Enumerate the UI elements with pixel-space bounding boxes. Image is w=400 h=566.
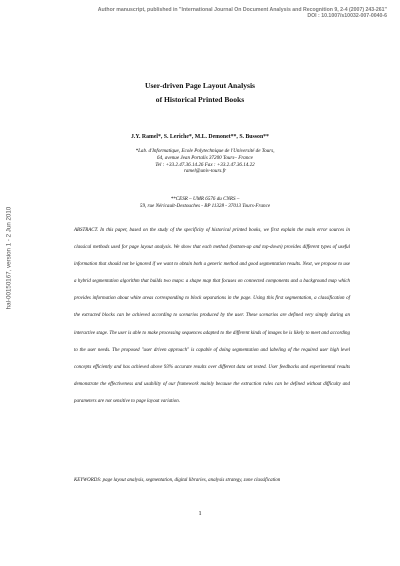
affiliation-phone-fax: Tel : +33.2.47.36.14.26 Fax : +33.2.47.36.14.22 bbox=[155, 161, 255, 168]
affiliation-secondary bbox=[100, 196, 310, 210]
doi-line: DOI : 10.1007/s10032-007-0040-6 bbox=[307, 13, 387, 20]
author-list: J.Y. Ramel*, S. Leriche*, M.L. Demonet**, S. Busson** bbox=[131, 134, 269, 140]
affiliation-cesr: **CESR – UMR 6576 du CNRS – bbox=[170, 196, 240, 202]
affiliation-primary bbox=[100, 148, 310, 175]
affiliation-cesr-address: 59, rue Néricault-Destouches - BP 11328 - 37013 Tours-France bbox=[139, 202, 271, 209]
page-number: 1 bbox=[198, 510, 202, 517]
publication-note-line-1: Author manuscript, published in "International Journal On Document Analysis and Recognition 9, 2-4 (2007) 243-261" bbox=[97, 7, 387, 13]
paper-title bbox=[60, 79, 340, 107]
hal-identifier: hal-00150167, version 1 - 2 Jun 2010 bbox=[5, 206, 13, 310]
hal-identifier-margin bbox=[3, 168, 15, 348]
paper-title-line-1: User-driven Page Layout Analysis bbox=[144, 81, 256, 90]
affiliation-lab: *Lab. d'Informatique, Ecole Polytechnique de l'Université de Tours, bbox=[135, 148, 275, 154]
affiliation-email: ramel@univ-tours.fr bbox=[183, 168, 227, 175]
publication-note bbox=[77, 7, 387, 20]
affiliation-address: 64, avenue Jean Portalis 37200 Tours– France bbox=[157, 154, 253, 161]
abstract-paragraph: ABSTRACT. In this paper, based on the study of the specificity of historical printed books, we first explain the main error sources in classical methods used for page layout analysis. We show that each method (bottom-up and top-down) provides different types of useful information that should not be ignored if we want to obtain both a generic method and good segmentation results. Next, we propose to use a hybrid segmentation algorithm that builds two maps: a shape map that focuses on connected components and a background map which provides information about white areas corresponding to block separations in the page. Using this first segmentation, a classification of the extracted blocks can be achieved according to scenarios produced by the user. These scenarios are defined very simply during an interactive stage. The user is able to make processing sequences adapted to the different kinds of images he is likely to meet and according to the user needs. The proposed "user driven approach" is capable of doing segmentation and labeling of the required user high level concepts efficiently and has achieved above 93% accurate results over different data set tested. User feedbacks and experimental results demonstrate the effectiveness and usability of our framework mainly because the extraction rules can be defined without difficulty and parameters are not sensitive to page layout variation. bbox=[74, 228, 350, 404]
keywords-line: KEYWORDS: page layout analysis, segmentation, digital libraries, analysis strategy, zone classification bbox=[74, 478, 281, 483]
paper-title-line-2: of Historical Printed Books bbox=[155, 95, 245, 104]
